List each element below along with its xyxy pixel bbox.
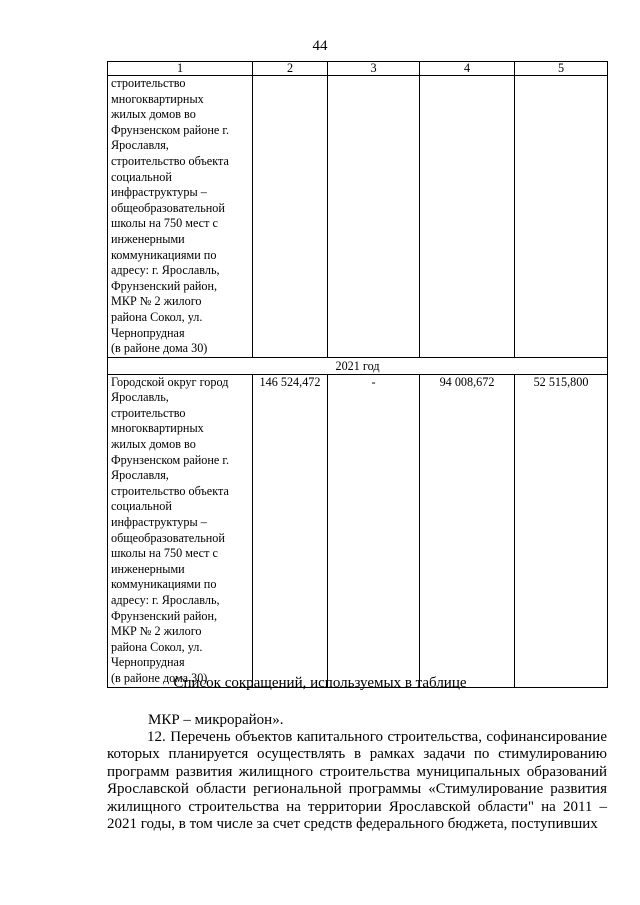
continued-description-cell: строительство многоквартирных жилых домов во Фрунзенском районе г. Ярославля, строительство объекта социальной инфраструктуры – общеобразовательной школы на 750 мест с инженерными коммуникациями по адресу: г. Ярославль, Фрунзенский район, МКР № 2 жилого района Сокол, ул. Чернопрудная (в районе дома 30): [108, 76, 253, 358]
continued-cell-col-4: [420, 76, 515, 358]
year-row: [108, 357, 608, 374]
continued-cell-col-3: [328, 76, 420, 358]
row-2021-col-5: 52 515,800: [515, 374, 608, 687]
paragraph-12: 12. Перечень объектов капитального строительства, софинансирование которых планируется осуществлять в рамках задачи по стимулированию программ развития жилищного строительства муниципальных образований Ярославской области региональной программы «Стимулирование развития жилищного строительства на территории Ярославской области" на 2011 – 2021 годы, в том числе за счет средств федерального бюджета, поступивших: [107, 729, 607, 833]
header-col-1: 1: [108, 62, 253, 76]
continued-cell-col-5: [515, 76, 608, 358]
page-number: 44: [312, 38, 328, 54]
abbreviations-caption: Список сокращений, используемых в таблице: [173, 675, 467, 691]
row-2021-col-4: 94 008,672: [420, 374, 515, 687]
header-col-5: 5: [515, 62, 608, 76]
abbreviation-entry: МКР – микрорайон».: [148, 712, 284, 728]
table-header-row: [108, 62, 608, 76]
row-2021-description-cell: Городской округ город Ярославль, строительство многоквартирных жилых домов во Фрунзенском районе г. Ярославля, строительство объекта социальной инфраструктуры – общеобразовательной школы на 750 мест с инженерными коммуникациями по адресу: г. Ярославль, Фрунзенский район, МКР № 2 жилого района Сокол, ул. Чернопрудная (в районе дома 30): [108, 374, 253, 687]
row-2021-col-2: 146 524,472: [253, 374, 328, 687]
header-col-3: 3: [328, 62, 420, 76]
continued-cell-col-2: [253, 76, 328, 358]
header-col-4: 4: [420, 62, 515, 76]
row-2021-col-3: -: [328, 374, 420, 687]
year-label: 2021 год: [108, 357, 608, 374]
header-col-2: 2: [253, 62, 328, 76]
table-row-continued: [108, 76, 608, 358]
table-row-2021: [108, 374, 608, 687]
objects-table: [107, 61, 608, 688]
